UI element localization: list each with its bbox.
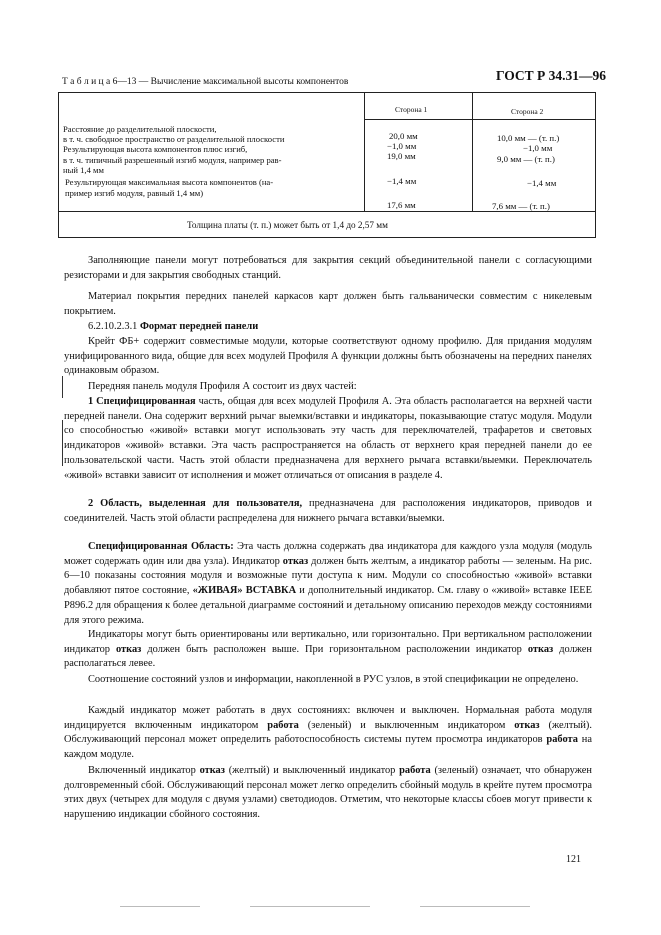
paragraph-text: Включенный индикатор [88, 765, 196, 776]
paragraph-coating: Материал покрытия передних панелей каркасов карт должен быть гальванически совместим с никелевым покрытием. [64, 291, 592, 317]
side1-value: 19,0 мм [387, 151, 416, 161]
row-label: Результирующая максимальная высота компонентов (на- [65, 177, 274, 187]
column-header-side-2: Сторона 2 [511, 107, 544, 116]
paragraph-crate: Крейт ФБ+ содержит совместимые модули, которые соответствуют одному профилю. Для придания модулям унифицированного вида, общие для всех модулей Профиля А функции должны быть обозначены на передних панелях одинаковым образом. [64, 336, 592, 377]
term-rabota: работа [399, 765, 431, 776]
footer-rule [120, 906, 200, 907]
side2-value: −1,0 мм [523, 143, 553, 153]
standard-header: ГОСТ Р 34.31—96 [496, 68, 607, 83]
side1-value: 20,0 мм [389, 131, 418, 141]
term-otkaz: отказ [514, 719, 540, 731]
paragraph-text: должен быть расположен выше. При горизонтальном расположении индикатор [147, 643, 522, 655]
paragraph-indicator-states [64, 704, 592, 763]
table-caption-prefix: Т а б л и ц а 6—13 — [62, 77, 149, 87]
term-otkaz: отказ [527, 643, 554, 655]
term-live-insert: «ЖИВАЯ» ВСТАВКА [192, 585, 297, 597]
paragraph-text: должен располагаться левее. [64, 643, 592, 670]
paragraph-text: должен быть желтым, а индикатор работы — зеленым. На рис. 6—10 показаны состояния модуля и возможные пути доступа к ним. Модули со способностью «живой» вставки добавляют пятое состояние, [64, 555, 592, 597]
footer-rule [420, 906, 530, 907]
term-otkaz: отказ [282, 555, 309, 567]
paragraph-text: (желтый). Обслуживающий персонал может определить работоспособность системы путем просмотра индикаторов [64, 719, 592, 746]
side2-value: 9,0 мм — (т. п.) [497, 154, 555, 164]
table-caption [62, 77, 348, 87]
components-height-table [58, 92, 596, 238]
paragraph-orientation [64, 628, 592, 672]
term-rabota: работа [546, 734, 578, 746]
side2-value: −1,4 мм [527, 178, 557, 188]
term-otkaz: отказ [199, 765, 225, 776]
change-bar [62, 420, 63, 466]
paragraph-text: (зеленый) означает, что обнаружен долговременный сбой. Обслуживающий персонал может легко определить сбойный модуль в крейте путем просмотра этих двух (четырех для модуля с двумя узлами) светодиодов. Отметим, что некоторые классы сбоев могут привести к нарушению индикации сбойного состояния. [64, 765, 592, 821]
paragraph-user-area [64, 497, 592, 526]
paragraph-text: на каждом модуле. [64, 734, 592, 761]
paragraph-text: (зеленый) и выключенным индикатором [307, 719, 506, 731]
paragraph-text: (желтый) и выключенный индикатор [228, 765, 396, 776]
side1-value: −1,0 мм [387, 141, 417, 151]
row-label: в т. ч. типичный разрешенный изгиб модуля, например рав- [63, 155, 282, 165]
table-caption-title: Вычисление максимальной высоты компонентов [150, 77, 349, 87]
paragraph-specified-part [64, 395, 592, 483]
column-header-side-1: Сторона 1 [395, 105, 428, 114]
side1-value: −1,4 мм [387, 176, 417, 186]
term-otkaz: отказ [115, 643, 142, 655]
change-bar [62, 376, 63, 398]
paragraph-text: предназначена для расположения индикаторов, приводов и соединителей. Часть этой области распределена для нижнего рычага вставки/выемки. [64, 498, 592, 524]
paragraph-text: и дополнительный индикатор. См. главу о «живой» вставке IEEE P896.2 для обращения к более детальной диаграмме состояний и детальному описанию переходов между состояниями для этого режима. [64, 585, 592, 626]
side2-value: 10,0 мм — (т. п.) [497, 133, 560, 143]
lead-term: 1 Специфицированная [88, 396, 196, 407]
paragraph-states: Соотношение состояний узлов и информации, накопленной в РУС узлов, в этой спецификации не определено. [88, 674, 579, 685]
term-rabota: работа [267, 719, 299, 731]
row-label: в т. ч. свободное пространство от разделительной плоскости [63, 134, 285, 144]
paragraph-front-panel: Передняя панель модуля Профиля А состоит из двух частей: [88, 381, 357, 392]
side1-value: 17,6 мм [387, 200, 416, 210]
paragraph-specified-area [64, 540, 592, 628]
row-label: ный 1,4 мм [63, 165, 104, 175]
paragraph-text: Индикаторы могут быть ориентированы или вертикально, или горизонтально. При вертикальном расположении индикатор [64, 629, 592, 655]
section-heading [64, 320, 592, 335]
footer-rule [250, 906, 370, 907]
side2-value: 7,6 мм — (т. п.) [492, 201, 550, 211]
row-label: Расстояние до разделительной плоскости, [63, 124, 217, 134]
table-note: Толщина платы (т. п.) может быть от 1,4 до 2,57 мм [187, 220, 388, 230]
paragraph-text: Каждый индикатор может работать в двух состояниях: включен и выключен. Нормальная работа модуля индицируется включенным индикатором [64, 705, 592, 731]
row-label: пример изгиб модуля, равный 1,4 мм) [65, 188, 204, 198]
row-label: Результирующая высота компонентов плюс изгиб, [63, 144, 248, 154]
paragraph-text: Эта часть должна содержать два индикатора для каждого узла модуля (модуль может содержать один или два узла). Индикатор [64, 541, 592, 567]
section-title: Формат передней панели [139, 321, 259, 332]
lead-term: Специфицированная Область: [88, 541, 234, 552]
lead-term: 2 Область, выделенная для пользователя, [88, 498, 303, 509]
section-number: 6.2.10.2.3.1 [88, 321, 138, 332]
paragraph-text: часть, общая для всех модулей Профиля А. Эта область располагается на верхней части передней панели. Она содержит верхний рычаг выемки/вставки и индикаторы, показывающие статус модуля. Модули со способностью «живой» вставки могут использовать эту часть для переключателей, трафаретов и световых индикаторов «живой» вставки. Эта часть распространяется на область от верхнего края передней панели до ее пользовательской части. Часть этой области предназначена для верхнего рычага вставки/выемки. Переключатель «живой» вставки зависит от исполнения и может отличаться от описания в разделе 4. [64, 396, 592, 481]
page-number: 121 [566, 854, 581, 865]
paragraph-failure [64, 764, 592, 823]
paragraph-filler-panels: Заполняющие панели могут потребоваться для закрытия секций объединительной панели с согласующими резисторами и для закрытия свободных станций. [64, 255, 592, 281]
